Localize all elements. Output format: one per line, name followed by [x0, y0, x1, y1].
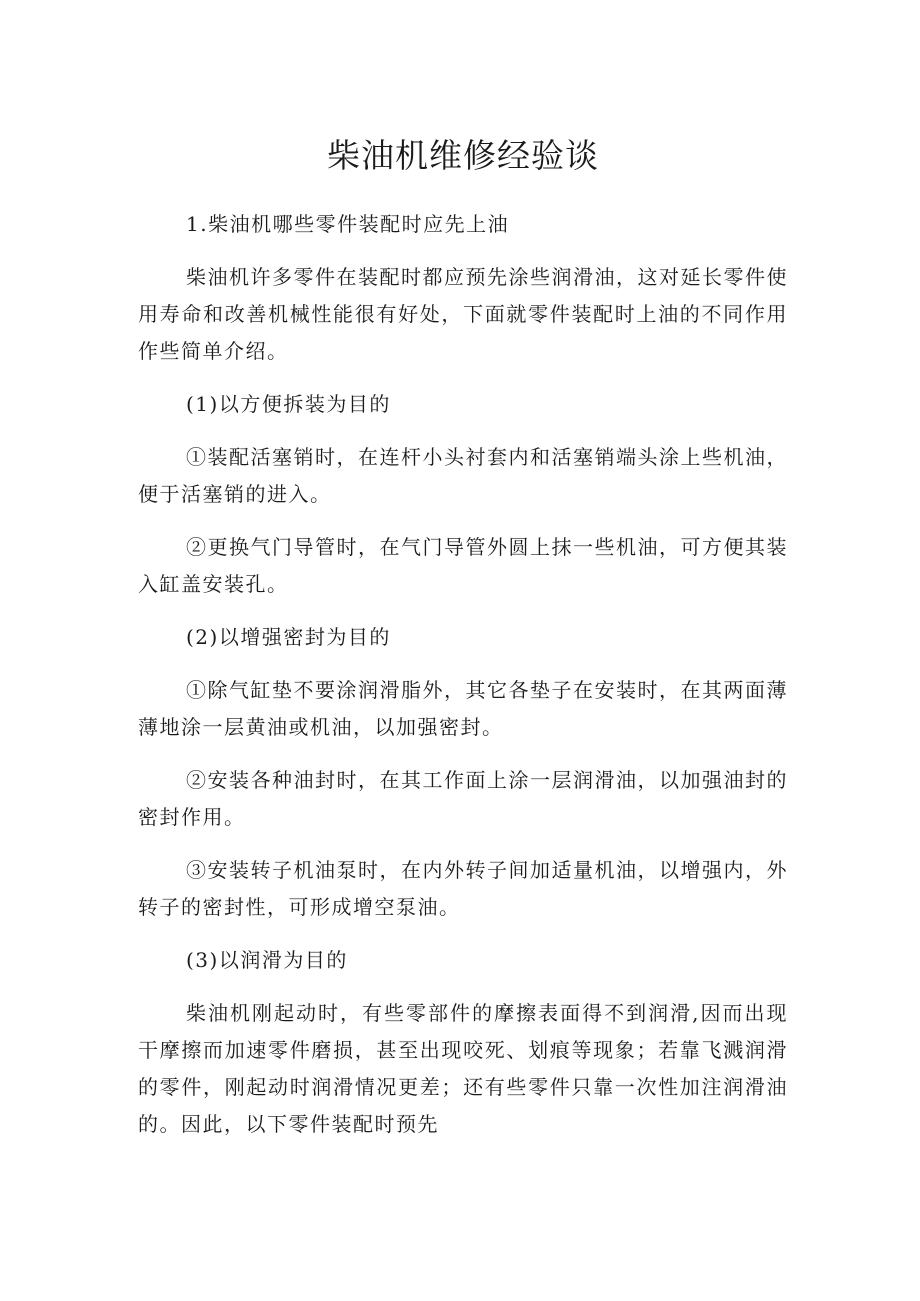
- paragraph-lubrication: 柴油机刚起动时，有些零部件的摩擦表面得不到润滑,因而出现干摩擦而加速零件磨损，甚至出现咬死、划痕等现象；若靠飞溅润滑的零件，刚起动时润滑情况更差；还有些零件只靠一次性加注润滑油的。因此，以下零件装配时预先: [138, 1001, 788, 1136]
- subsection-heading-3: (3)以润滑为目的: [186, 948, 348, 972]
- paragraph-item: ①装配活塞销时，在连杆小头衬套内和活塞销端头涂上些机油，便于活塞销的进入。: [138, 445, 788, 506]
- document-body: [138, 206, 788, 1143]
- document-title: 柴油机维修经验谈: [327, 136, 599, 175]
- paragraph-item: ②更换气门导管时，在气门导管外圆上抹一些机油，可方便其装入缸盖安装孔。: [138, 535, 788, 596]
- paragraph-item: ③安装转子机油泵时，在内外转子间加适量机油，以增强内，外转子的密封性，可形成增空泵油。: [138, 858, 788, 919]
- paragraph-item: ①除气缸垫不要涂润滑脂外，其它各垫子在安装时，在其两面薄薄地涂一层黄油或机油，以加强密封。: [138, 678, 788, 739]
- subsection-heading-2: (2)以增强密封为目的: [186, 625, 391, 649]
- subsection-heading-1: (1)以方便拆装为目的: [186, 392, 391, 416]
- paragraph-intro: 柴油机许多零件在装配时都应预先涂些润滑油，这对延长零件使用寿命和改善机械性能很有好处，下面就零件装配时上油的不同作用作些简单介绍。: [138, 265, 788, 363]
- paragraph-item: ②安装各种油封时，在其工作面上涂一层润滑油，以加强油封的密封作用。: [138, 768, 788, 829]
- section-heading-1: 1.柴油机哪些零件装配时应先上油: [186, 212, 510, 236]
